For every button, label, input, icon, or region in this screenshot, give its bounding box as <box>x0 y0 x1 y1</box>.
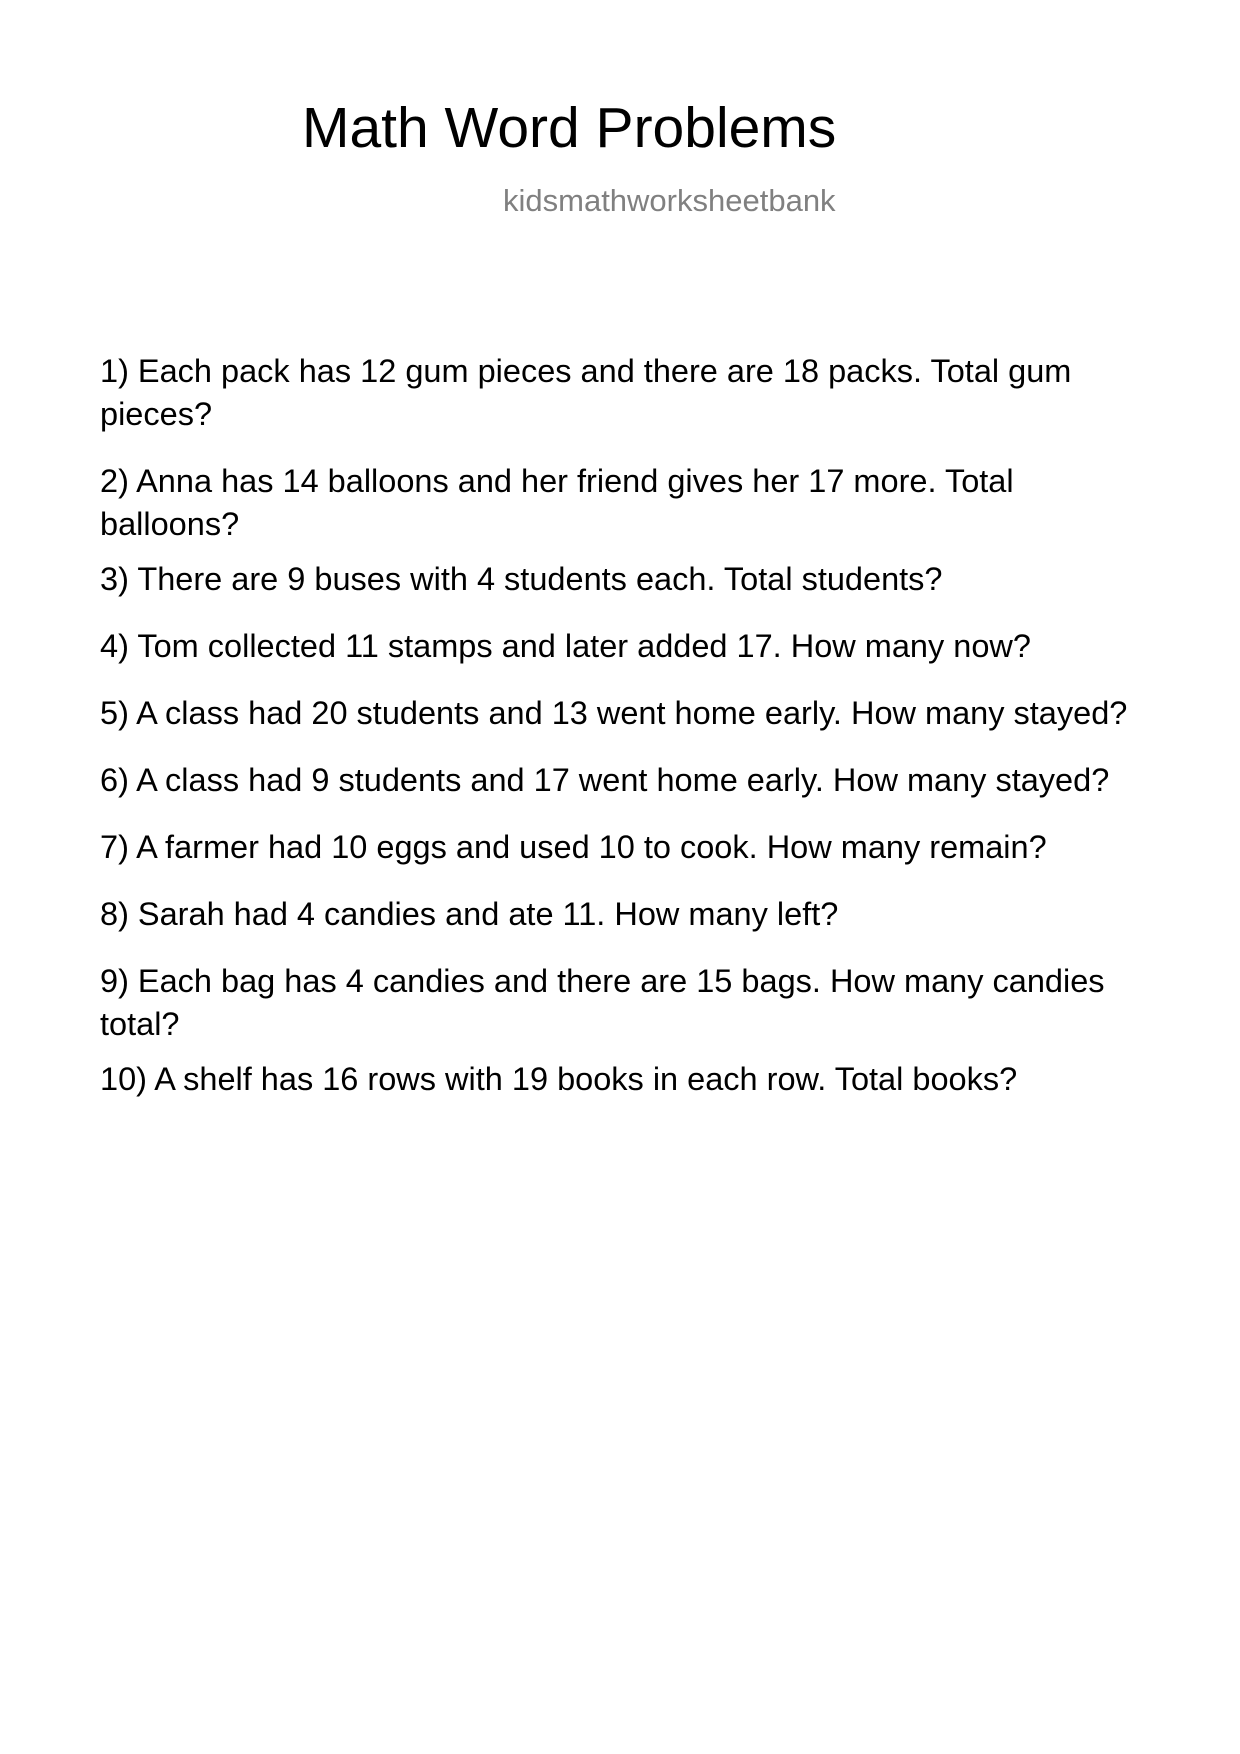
problem-item: 7) A farmer had 10 eggs and used 10 to cook. How many remain? <box>100 829 1047 865</box>
problem-item: 6) A class had 9 students and 17 went home early. How many stayed? <box>100 762 1110 798</box>
problem-item: 1) Each pack has 12 gum pieces and there are 18 packs. Total gum pieces? <box>100 353 1072 432</box>
problem-item: 2) Anna has 14 balloons and her friend gives her 17 more. Total balloons? <box>100 463 1014 542</box>
problem-item: 10) A shelf has 16 rows with 19 books in each row. Total books? <box>100 1061 1018 1097</box>
problem-item: 4) Tom collected 11 stamps and later added 17. How many now? <box>100 628 1031 664</box>
problem-item: 9) Each bag has 4 candies and there are 15 bags. How many candies total? <box>100 963 1105 1042</box>
page-subtitle: kidsmathworksheetbank <box>503 183 836 218</box>
problem-item: 5) A class had 20 students and 13 went home early. How many stayed? <box>100 695 1128 731</box>
problem-list <box>100 350 1160 1125</box>
page-title: Math Word Problems <box>302 96 837 160</box>
problem-item: 8) Sarah had 4 candies and ate 11. How many left? <box>100 896 839 932</box>
problem-item: 3) There are 9 buses with 4 students each. Total students? <box>100 561 943 597</box>
